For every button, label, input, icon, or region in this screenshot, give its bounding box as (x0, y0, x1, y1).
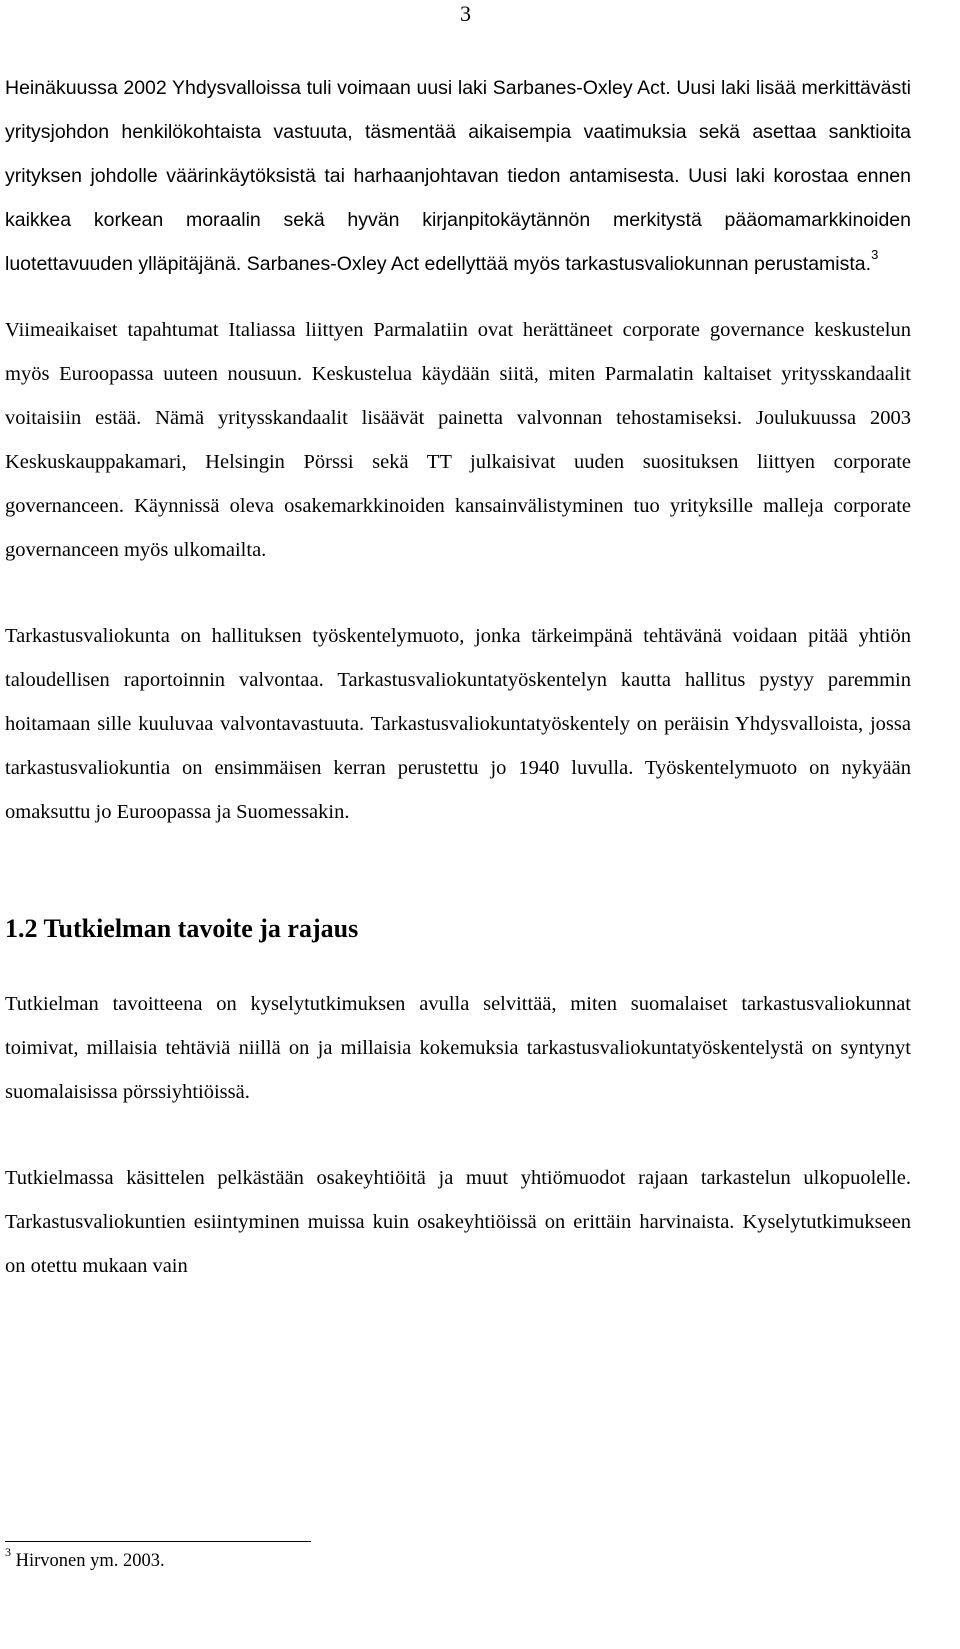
footnote-divider (5, 1541, 311, 1542)
footnote (5, 1544, 165, 1574)
footnote-reference: 3 (871, 246, 879, 262)
section-heading: 1.2 Tutkielman tavoite ja rajaus (5, 914, 359, 943)
paragraph-parmalat: Viimeaikaiset tapahtumat Italiassa liittyen Parmalatiin ovat herättäneet corporate governance keskustelun myös Euroopassa uuteen nousuun. Keskustelua käydään siitä, miten Parmalatin kaltaiset yritysskandaalit voitaisiin estää. Nämä yritysskandaalit lisäävät painetta valvonnan tehostamiseksi. Joulukuussa 2003 Keskuskauppakamari, Helsingin Pörssi sekä TT julkaisivat uuden suosituksen liittyen corporate governanceen. Käynnissä oleva osakemarkkinoiden kansainvälistyminen tuo yrityksille malleja corporate governanceen myös ulkomailta. (5, 319, 911, 561)
paragraph-objective: Tutkielman tavoitteena on kyselytutkimuksen avulla selvittää, miten suomalaiset tarkastusvaliokunnat toimivat, millaisia tehtäviä niillä on ja millaisia kokemuksia tarkastusvaliokuntatyöskentelystä on syntynyt suomalaisissa pörssiyhtiöissä. (5, 993, 911, 1103)
paragraph-audit-committee: Tarkastusvaliokunta on hallituksen työskentelymuoto, jonka tärkeimpänä tehtävänä voidaan pitää yhtiön taloudellisen raportoinnin valvontaa. Tarkastusvaliokuntatyöskentelyn kautta hallitus pystyy paremmin hoitamaan sille kuuluvaa valvontavastuuta. Tarkastusvaliokuntatyöskentely on peräisin Yhdysvalloista, jossa tarkastusvaliokuntia on ensimmäisen kerran perustettu jo 1940 luvulla. Työskentelymuoto on nykyään omaksuttu jo Euroopassa ja Suomessakin. (5, 625, 911, 823)
paragraph-sarbanes-oxley (5, 66, 911, 286)
document-body (5, 66, 911, 1288)
footnote-number: 3 (5, 1544, 11, 1559)
footnote-text: Hirvonen ym. 2003. (15, 1551, 165, 1571)
paragraph-scope: Tutkielmassa käsittelen pelkästään osakeyhtiöitä ja muut yhtiömuodot rajaan tarkastelun ulkopuolelle. Tarkastusvaliokuntien esiintyminen muissa kuin osakeyhtiöissä on erittäin harvinaista. Kyselytutkimukseen on otettu mukaan vain (5, 1167, 911, 1277)
page-number: 3 (460, 1, 471, 26)
paragraph-text: Heinäkuussa 2002 Yhdysvalloissa tuli voimaan uusi laki Sarbanes-Oxley Act. Uusi laki lisää merkittävästi yritysjohdon henkilökohtaista vastuuta, täsmentää aikaisempia vaatimuksia sekä asettaa sanktioita yrityksen johdolle väärinkäytöksistä tai harhaanjohtavan tiedon antamisesta. Uusi laki korostaa ennen kaikkea korkean moraalin sekä hyvän kirjanpitokäytännön merkitystä pääomamarkkinoiden luotettavuuden ylläpitäjänä. Sarbanes-Oxley Act edellyttää myös tarkastusvaliokunnan perustamista. (5, 77, 911, 275)
